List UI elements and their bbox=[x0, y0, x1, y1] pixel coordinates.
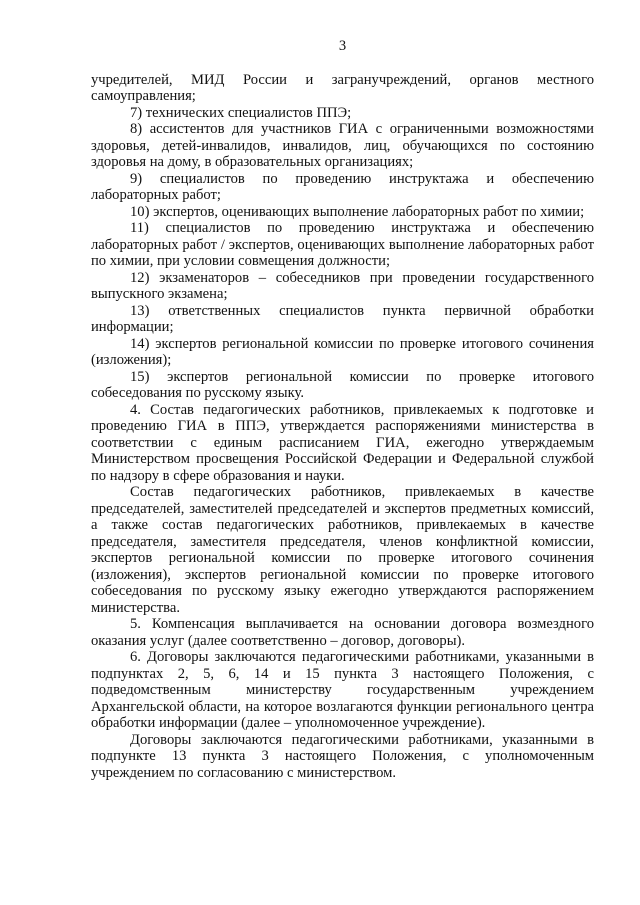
list-item-14: 14) экспертов региональной комиссии по проверке итогового сочинения (изложения); bbox=[91, 335, 594, 368]
list-item-7: 7) технических специалистов ППЭ; bbox=[130, 104, 352, 121]
list-item-8: 8) ассистентов для участников ГИА с ограниченными возможностями здоровья, детей-инвалидов, инвалидов, лиц, обучающихся по состоянию здоровья на дому, в образовательных организациях; bbox=[91, 121, 594, 170]
page-number: 3 bbox=[338, 38, 347, 54]
list-item-13: 13) ответственных специалистов пункта первичной обработки информации; bbox=[91, 302, 594, 335]
section-6-paragraph: 6. Договоры заключаются педагогическими работниками, указанными в подпунктах 2, 5, 6, 14 и 15 пункта 3 настоящего Положения, с подведомственным министерству государственным учреждением Архангельской области, на которое возлагаются функции регионального центра обработки информации (далее – уполномоченное учреждение). bbox=[91, 649, 594, 731]
list-item-12: 12) экзаменаторов – собеседников при проведении государственного выпускного экзамена; bbox=[91, 269, 594, 302]
list-item-9: 9) специалистов по проведению инструктажа и обеспечению лабораторных работ; bbox=[91, 170, 594, 203]
list-item-15: 15) экспертов региональной комиссии по проверке итогового собеседования по русскому языку. bbox=[91, 368, 594, 401]
section-5-paragraph: 5. Компенсация выплачивается на основании договора возмездного оказания услуг (далее соответственно – договор, договоры). bbox=[91, 616, 594, 649]
section-4-paragraph-2: Состав педагогических работников, привлекаемых в качестве председателей, заместителей председателей и экспертов предметных комиссий, а также состав педагогических работников, привлекаемых в качестве председателя, заместителя председателя, членов конфликтной комиссии, экспертов региональной комиссии по проверке итогового сочинения (изложения), экспертов региональной комиссии по проверке итогового собеседования по русскому языку ежегодно утверждаются распоряжением министерства. bbox=[91, 484, 594, 616]
paragraph-continuation: учредителей, МИД России и загранучреждений, органов местного самоуправления; bbox=[91, 71, 594, 104]
list-item-11: 11) специалистов по проведению инструктажа и обеспечению лабораторных работ / экспертов, оценивающих выполнение лабораторных работ по химии, при условии совмещения должности; bbox=[91, 220, 594, 269]
section-6-paragraph-2: Договоры заключаются педагогическими работниками, указанными в подпункте 13 пункта 3 настоящего Положения, с уполномоченным учреждением по согласованию с министерством. bbox=[91, 731, 594, 781]
list-item-10: 10) экспертов, оценивающих выполнение лабораторных работ по химии; bbox=[130, 203, 585, 220]
section-4-paragraph: 4. Состав педагогических работников, привлекаемых к подготовке и проведению ГИА в ППЭ, утверждается распоряжениями министерства в соответствии с единым расписанием ГИА, ежегодно утверждаемым Министерством просвещения Российской Федерации и Федеральной службой по надзору в сфере образования и науки. bbox=[91, 401, 594, 484]
